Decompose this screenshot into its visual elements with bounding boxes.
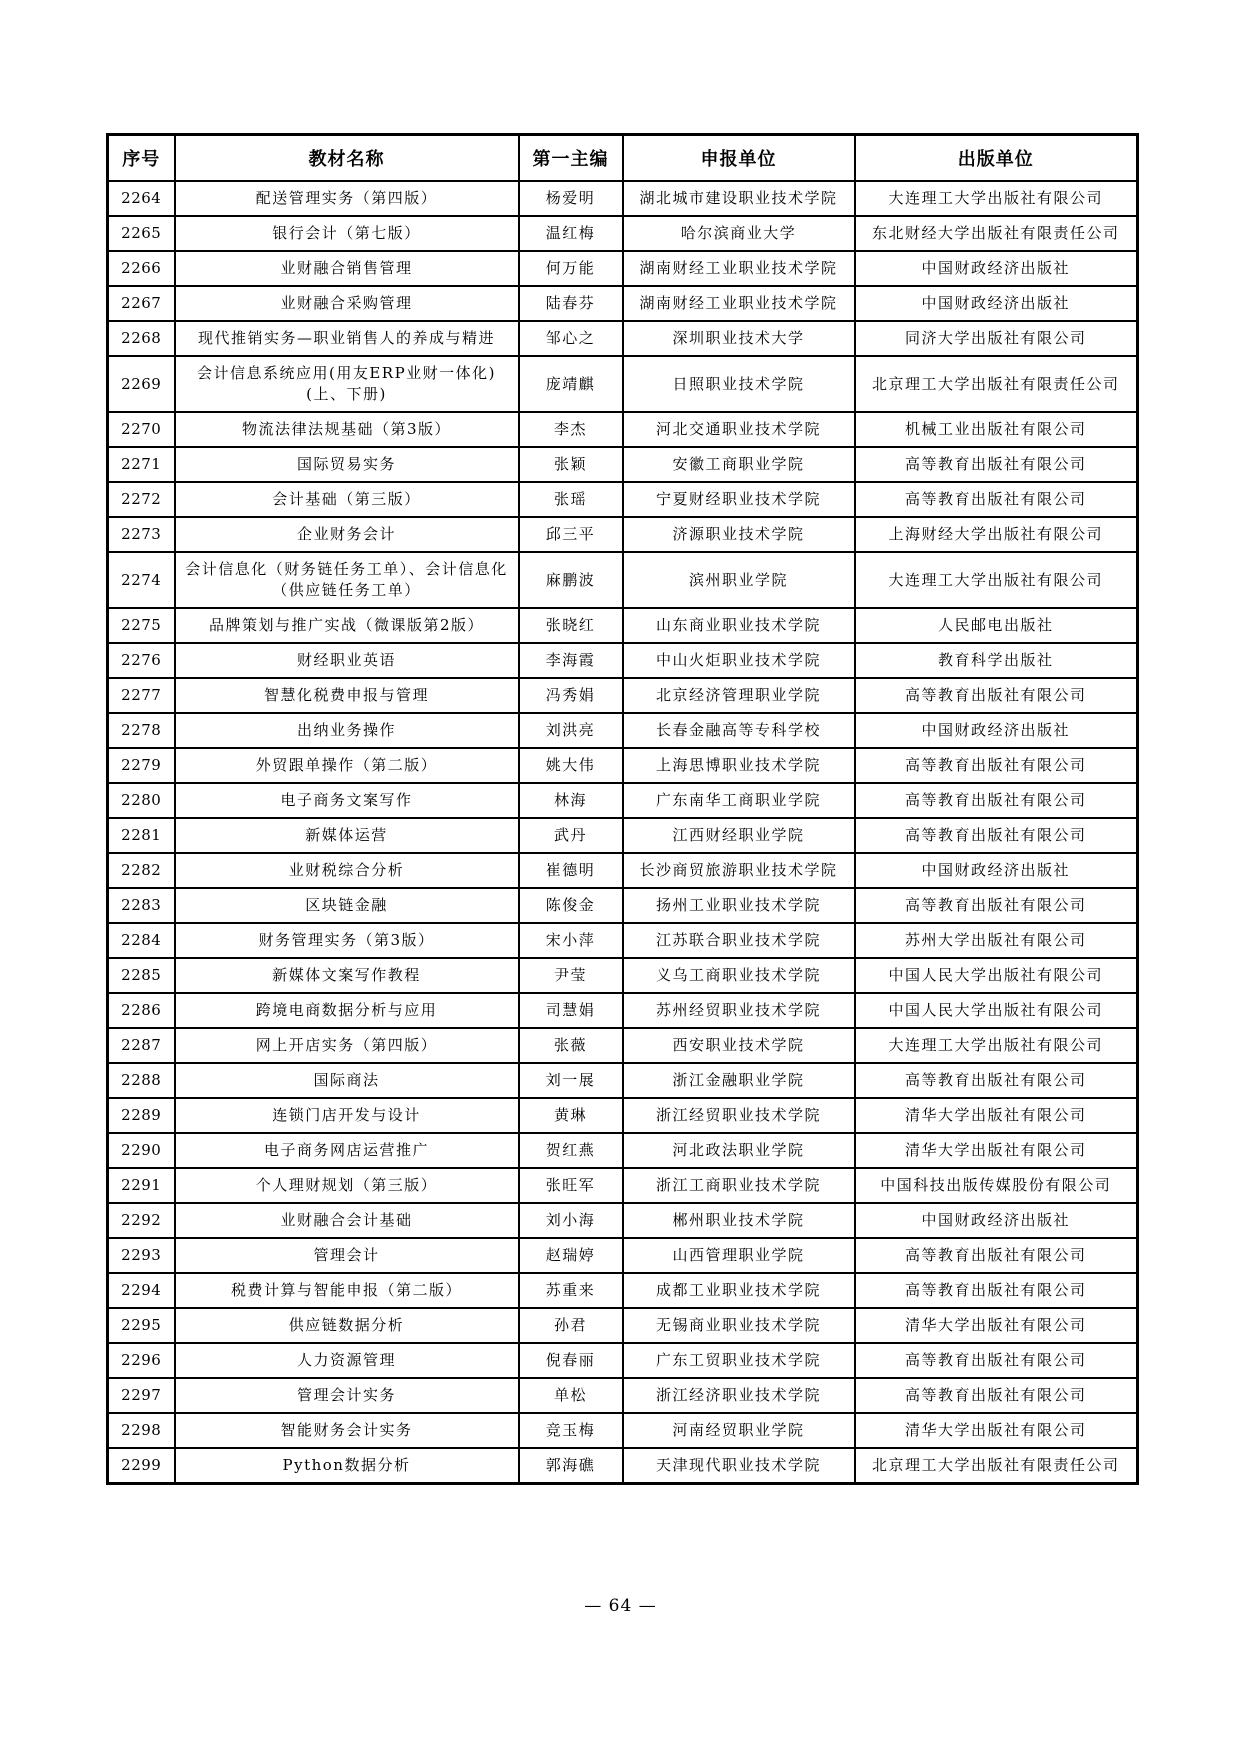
applicant-cell: 扬州工业职业技术学院 — [623, 888, 855, 923]
applicant-cell: 宁夏财经职业技术学院 — [623, 482, 855, 517]
publisher-cell: 高等教育出版社有限公司 — [855, 1063, 1138, 1098]
editor-cell: 何万能 — [519, 251, 623, 286]
title-cell: Python数据分析 — [175, 1448, 519, 1484]
table-row — [108, 1168, 1138, 1203]
serial-cell: 2269 — [108, 356, 175, 412]
table-body — [108, 181, 1138, 1484]
publisher-cell: 高等教育出版社有限公司 — [855, 1238, 1138, 1273]
table-row — [108, 412, 1138, 447]
table-row — [108, 678, 1138, 713]
title-cell: 国际贸易实务 — [175, 447, 519, 482]
editor-cell: 杨爱明 — [519, 181, 623, 216]
applicant-cell: 湖南财经工业职业技术学院 — [623, 286, 855, 321]
serial-cell: 2289 — [108, 1098, 175, 1133]
title-cell: 人力资源管理 — [175, 1343, 519, 1378]
editor-cell: 张瑶 — [519, 482, 623, 517]
publisher-cell: 高等教育出版社有限公司 — [855, 1273, 1138, 1308]
applicant-cell: 成都工业职业技术学院 — [623, 1273, 855, 1308]
table-row — [108, 1413, 1138, 1448]
table-row — [108, 643, 1138, 678]
title-cell: 管理会计实务 — [175, 1378, 519, 1413]
serial-cell: 2278 — [108, 713, 175, 748]
serial-cell: 2268 — [108, 321, 175, 356]
serial-cell: 2264 — [108, 181, 175, 216]
textbook-table-container — [106, 133, 1139, 1485]
column-header: 序号 — [108, 135, 175, 182]
table-row — [108, 1203, 1138, 1238]
publisher-cell: 清华大学出版社有限公司 — [855, 1098, 1138, 1133]
applicant-cell: 长春金融高等专科学校 — [623, 713, 855, 748]
applicant-cell: 广东南华工商职业学院 — [623, 783, 855, 818]
table-row — [108, 1308, 1138, 1343]
applicant-cell: 深圳职业技术大学 — [623, 321, 855, 356]
title-cell: 智慧化税费申报与管理 — [175, 678, 519, 713]
serial-cell: 2283 — [108, 888, 175, 923]
table-row — [108, 321, 1138, 356]
editor-cell: 陈俊金 — [519, 888, 623, 923]
title-cell: 电子商务文案写作 — [175, 783, 519, 818]
table-row — [108, 1133, 1138, 1168]
publisher-cell: 中国科技出版传媒股份有限公司 — [855, 1168, 1138, 1203]
editor-cell: 邹心之 — [519, 321, 623, 356]
applicant-cell: 天津现代职业技术学院 — [623, 1448, 855, 1484]
applicant-cell: 济源职业技术学院 — [623, 517, 855, 552]
column-header: 申报单位 — [623, 135, 855, 182]
editor-cell: 尹莹 — [519, 958, 623, 993]
serial-cell: 2299 — [108, 1448, 175, 1484]
applicant-cell: 上海思博职业技术学院 — [623, 748, 855, 783]
table-row — [108, 888, 1138, 923]
table-row — [108, 447, 1138, 482]
publisher-cell: 大连理工大学出版社有限公司 — [855, 1028, 1138, 1063]
publisher-cell: 高等教育出版社有限公司 — [855, 1343, 1138, 1378]
editor-cell: 武丹 — [519, 818, 623, 853]
table-row — [108, 552, 1138, 608]
applicant-cell: 浙江经贸职业技术学院 — [623, 1098, 855, 1133]
title-cell: 国际商法 — [175, 1063, 519, 1098]
table-row — [108, 608, 1138, 643]
table-row — [108, 1448, 1138, 1484]
serial-cell: 2295 — [108, 1308, 175, 1343]
editor-cell: 司慧娟 — [519, 993, 623, 1028]
table-row — [108, 1028, 1138, 1063]
table-row — [108, 783, 1138, 818]
editor-cell: 邱三平 — [519, 517, 623, 552]
editor-cell: 宋小萍 — [519, 923, 623, 958]
table-row — [108, 216, 1138, 251]
publisher-cell: 高等教育出版社有限公司 — [855, 482, 1138, 517]
editor-cell: 黄琳 — [519, 1098, 623, 1133]
textbook-table — [106, 133, 1139, 1485]
applicant-cell: 河北交通职业技术学院 — [623, 412, 855, 447]
editor-cell: 麻鹏波 — [519, 552, 623, 608]
publisher-cell: 机械工业出版社有限公司 — [855, 412, 1138, 447]
serial-cell: 2279 — [108, 748, 175, 783]
applicant-cell: 安徽工商职业学院 — [623, 447, 855, 482]
editor-cell: 姚大伟 — [519, 748, 623, 783]
editor-cell: 贺红燕 — [519, 1133, 623, 1168]
applicant-cell: 湖南财经工业职业技术学院 — [623, 251, 855, 286]
serial-cell: 2296 — [108, 1343, 175, 1378]
publisher-cell: 高等教育出版社有限公司 — [855, 888, 1138, 923]
applicant-cell: 山西管理职业学院 — [623, 1238, 855, 1273]
title-cell: 出纳业务操作 — [175, 713, 519, 748]
table-row — [108, 713, 1138, 748]
applicant-cell: 江苏联合职业技术学院 — [623, 923, 855, 958]
editor-cell: 李杰 — [519, 412, 623, 447]
serial-cell: 2270 — [108, 412, 175, 447]
editor-cell: 苏重来 — [519, 1273, 623, 1308]
title-cell: 个人理财规划（第三版） — [175, 1168, 519, 1203]
publisher-cell: 中国财政经济出版社 — [855, 286, 1138, 321]
serial-cell: 2271 — [108, 447, 175, 482]
editor-cell: 林海 — [519, 783, 623, 818]
publisher-cell: 中国人民大学出版社有限公司 — [855, 958, 1138, 993]
table-row — [108, 748, 1138, 783]
serial-cell: 2280 — [108, 783, 175, 818]
title-cell: 会计信息化（财务链任务工单）、会计信息化（供应链任务工单） — [175, 552, 519, 608]
page-number: — 64 — — [584, 1596, 657, 1616]
table-row — [108, 181, 1138, 216]
table-row — [108, 1238, 1138, 1273]
title-cell: 供应链数据分析 — [175, 1308, 519, 1343]
serial-cell: 2287 — [108, 1028, 175, 1063]
publisher-cell: 中国人民大学出版社有限公司 — [855, 993, 1138, 1028]
table-row — [108, 1098, 1138, 1133]
publisher-cell: 高等教育出版社有限公司 — [855, 1378, 1138, 1413]
editor-cell: 张薇 — [519, 1028, 623, 1063]
title-cell: 财务管理实务（第3版） — [175, 923, 519, 958]
applicant-cell: 浙江经济职业技术学院 — [623, 1378, 855, 1413]
editor-cell: 张晓红 — [519, 608, 623, 643]
table-row — [108, 958, 1138, 993]
publisher-cell: 高等教育出版社有限公司 — [855, 748, 1138, 783]
publisher-cell: 北京理工大学出版社有限责任公司 — [855, 356, 1138, 412]
applicant-cell: 北京经济管理职业学院 — [623, 678, 855, 713]
applicant-cell: 中山火炬职业技术学院 — [623, 643, 855, 678]
column-header: 出版单位 — [855, 135, 1138, 182]
column-header: 第一主编 — [519, 135, 623, 182]
applicant-cell: 浙江金融职业学院 — [623, 1063, 855, 1098]
publisher-cell: 高等教育出版社有限公司 — [855, 678, 1138, 713]
table-row — [108, 1063, 1138, 1098]
serial-cell: 2291 — [108, 1168, 175, 1203]
editor-cell: 张旺军 — [519, 1168, 623, 1203]
title-cell: 连锁门店开发与设计 — [175, 1098, 519, 1133]
table-row — [108, 993, 1138, 1028]
table-row — [108, 482, 1138, 517]
applicant-cell: 山东商业职业技术学院 — [623, 608, 855, 643]
serial-cell: 2266 — [108, 251, 175, 286]
title-cell: 管理会计 — [175, 1238, 519, 1273]
publisher-cell: 大连理工大学出版社有限公司 — [855, 552, 1138, 608]
publisher-cell: 清华大学出版社有限公司 — [855, 1413, 1138, 1448]
title-cell: 配送管理实务（第四版） — [175, 181, 519, 216]
table-row — [108, 1343, 1138, 1378]
serial-cell: 2281 — [108, 818, 175, 853]
table-row — [108, 286, 1138, 321]
title-cell: 业财融合销售管理 — [175, 251, 519, 286]
table-row — [108, 356, 1138, 412]
serial-cell: 2290 — [108, 1133, 175, 1168]
publisher-cell: 清华大学出版社有限公司 — [855, 1308, 1138, 1343]
editor-cell: 赵瑞婷 — [519, 1238, 623, 1273]
serial-cell: 2267 — [108, 286, 175, 321]
applicant-cell: 义乌工商职业技术学院 — [623, 958, 855, 993]
publisher-cell: 高等教育出版社有限公司 — [855, 783, 1138, 818]
serial-cell: 2284 — [108, 923, 175, 958]
serial-cell: 2273 — [108, 517, 175, 552]
editor-cell: 孙君 — [519, 1308, 623, 1343]
editor-cell: 竞玉梅 — [519, 1413, 623, 1448]
title-cell: 业财融合采购管理 — [175, 286, 519, 321]
serial-cell: 2285 — [108, 958, 175, 993]
publisher-cell: 北京理工大学出版社有限责任公司 — [855, 1448, 1138, 1484]
editor-cell: 刘洪亮 — [519, 713, 623, 748]
publisher-cell: 苏州大学出版社有限公司 — [855, 923, 1138, 958]
title-cell: 智能财务会计实务 — [175, 1413, 519, 1448]
title-cell: 新媒体文案写作教程 — [175, 958, 519, 993]
title-cell: 新媒体运营 — [175, 818, 519, 853]
serial-cell: 2265 — [108, 216, 175, 251]
applicant-cell: 河北政法职业学院 — [623, 1133, 855, 1168]
title-cell: 会计基础（第三版） — [175, 482, 519, 517]
table-row — [108, 923, 1138, 958]
title-cell: 业财税综合分析 — [175, 853, 519, 888]
editor-cell: 倪春丽 — [519, 1343, 623, 1378]
publisher-cell: 中国财政经济出版社 — [855, 713, 1138, 748]
title-cell: 网上开店实务（第四版） — [175, 1028, 519, 1063]
serial-cell: 2277 — [108, 678, 175, 713]
title-cell: 税费计算与智能申报（第二版） — [175, 1273, 519, 1308]
editor-cell: 刘小海 — [519, 1203, 623, 1238]
publisher-cell: 上海财经大学出版社有限公司 — [855, 517, 1138, 552]
applicant-cell: 哈尔滨商业大学 — [623, 216, 855, 251]
title-cell: 财经职业英语 — [175, 643, 519, 678]
table-row — [108, 818, 1138, 853]
editor-cell: 郭海礁 — [519, 1448, 623, 1484]
serial-cell: 2297 — [108, 1378, 175, 1413]
applicant-cell: 长沙商贸旅游职业技术学院 — [623, 853, 855, 888]
applicant-cell: 西安职业技术学院 — [623, 1028, 855, 1063]
publisher-cell: 东北财经大学出版社有限责任公司 — [855, 216, 1138, 251]
title-cell: 品牌策划与推广实战（微课版第2版） — [175, 608, 519, 643]
applicant-cell: 日照职业技术学院 — [623, 356, 855, 412]
column-header: 教材名称 — [175, 135, 519, 182]
applicant-cell: 浙江工商职业技术学院 — [623, 1168, 855, 1203]
serial-cell: 2272 — [108, 482, 175, 517]
serial-cell: 2288 — [108, 1063, 175, 1098]
serial-cell: 2276 — [108, 643, 175, 678]
applicant-cell: 江西财经职业学院 — [623, 818, 855, 853]
table-row — [108, 1273, 1138, 1308]
editor-cell: 李海霞 — [519, 643, 623, 678]
publisher-cell: 中国财政经济出版社 — [855, 853, 1138, 888]
title-cell: 外贸跟单操作（第二版） — [175, 748, 519, 783]
title-cell: 物流法律法规基础（第3版） — [175, 412, 519, 447]
serial-cell: 2274 — [108, 552, 175, 608]
editor-cell: 庞靖麒 — [519, 356, 623, 412]
publisher-cell: 中国财政经济出版社 — [855, 251, 1138, 286]
serial-cell: 2292 — [108, 1203, 175, 1238]
serial-cell: 2282 — [108, 853, 175, 888]
table-row — [108, 1378, 1138, 1413]
title-cell: 银行会计（第七版） — [175, 216, 519, 251]
title-cell: 现代推销实务—职业销售人的养成与精进 — [175, 321, 519, 356]
applicant-cell: 河南经贸职业学院 — [623, 1413, 855, 1448]
title-cell: 区块链金融 — [175, 888, 519, 923]
editor-cell: 单松 — [519, 1378, 623, 1413]
serial-cell: 2286 — [108, 993, 175, 1028]
editor-cell: 温红梅 — [519, 216, 623, 251]
editor-cell: 张颖 — [519, 447, 623, 482]
title-cell: 跨境电商数据分析与应用 — [175, 993, 519, 1028]
publisher-cell: 清华大学出版社有限公司 — [855, 1133, 1138, 1168]
editor-cell: 陆春芬 — [519, 286, 623, 321]
applicant-cell: 滨州职业学院 — [623, 552, 855, 608]
publisher-cell: 同济大学出版社有限公司 — [855, 321, 1138, 356]
publisher-cell: 教育科学出版社 — [855, 643, 1138, 678]
serial-cell: 2275 — [108, 608, 175, 643]
publisher-cell: 中国财政经济出版社 — [855, 1203, 1138, 1238]
editor-cell: 刘一展 — [519, 1063, 623, 1098]
editor-cell: 崔德明 — [519, 853, 623, 888]
title-cell: 企业财务会计 — [175, 517, 519, 552]
table-row — [108, 853, 1138, 888]
publisher-cell: 高等教育出版社有限公司 — [855, 818, 1138, 853]
serial-cell: 2298 — [108, 1413, 175, 1448]
applicant-cell: 郴州职业技术学院 — [623, 1203, 855, 1238]
applicant-cell: 苏州经贸职业技术学院 — [623, 993, 855, 1028]
title-cell: 业财融合会计基础 — [175, 1203, 519, 1238]
publisher-cell: 人民邮电出版社 — [855, 608, 1138, 643]
title-cell: 会计信息系统应用(用友ERP业财一体化)(上、下册) — [175, 356, 519, 412]
editor-cell: 冯秀娟 — [519, 678, 623, 713]
publisher-cell: 高等教育出版社有限公司 — [855, 447, 1138, 482]
publisher-cell: 大连理工大学出版社有限公司 — [855, 181, 1138, 216]
table-row — [108, 251, 1138, 286]
table-header-row — [108, 135, 1138, 182]
serial-cell: 2294 — [108, 1273, 175, 1308]
table-row — [108, 517, 1138, 552]
applicant-cell: 湖北城市建设职业技术学院 — [623, 181, 855, 216]
serial-cell: 2293 — [108, 1238, 175, 1273]
applicant-cell: 无锡商业职业技术学院 — [623, 1308, 855, 1343]
applicant-cell: 广东工贸职业技术学院 — [623, 1343, 855, 1378]
title-cell: 电子商务网店运营推广 — [175, 1133, 519, 1168]
